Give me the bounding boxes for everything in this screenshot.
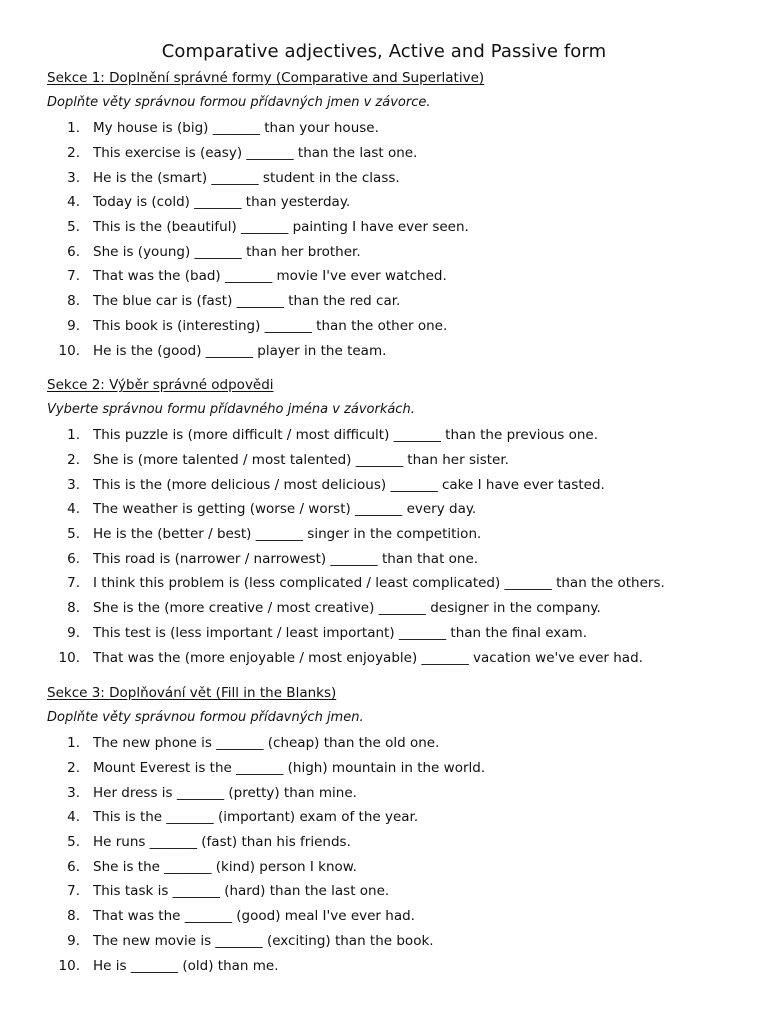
item-text: Today is (cold) _______ than yesterday. [93, 194, 351, 211]
item-text: That was the (more enjoyable / most enjoyable) _______ vacation we've ever had. [93, 649, 643, 666]
item-text: The weather is getting (worse / worst) _______ every day. [93, 501, 477, 518]
exercise-item [47, 165, 747, 190]
item-number: 4. [67, 809, 80, 826]
exercise-item [47, 805, 747, 830]
item-number: 5. [67, 526, 80, 543]
item-number: 4. [67, 194, 80, 211]
item-text: She is the (more creative / most creative) _______ designer in the company. [93, 600, 601, 617]
exercise-item [47, 448, 747, 473]
item-text: My house is (big) _______ than your house. [93, 120, 379, 137]
exercise-item [47, 423, 747, 448]
item-number: 1. [67, 120, 80, 137]
exercise-item [47, 141, 747, 166]
item-number: 3. [67, 784, 80, 801]
item-number: 9. [67, 932, 80, 949]
item-text: She is the _______ (kind) person I know. [93, 858, 357, 875]
section-1 [47, 69, 747, 363]
item-number: 3. [67, 169, 80, 186]
item-number: 7. [67, 268, 80, 285]
exercise-item [47, 780, 747, 805]
exercise-item [47, 546, 747, 571]
item-number: 6. [67, 550, 80, 567]
item-text: She is (young) _______ than her brother. [93, 243, 361, 260]
item-number: 10. [58, 342, 80, 359]
exercise-item [47, 929, 747, 954]
item-text: She is (more talented / most talented) _______ than her sister. [93, 452, 509, 469]
section-instruction: Doplňte věty správnou formou přídavných jmen. [47, 710, 364, 725]
exercise-item [47, 190, 747, 215]
item-text: That was the (bad) _______ movie I've ever watched. [93, 268, 447, 285]
section-instruction: Vyberte správnou formu přídavného jména v závorkách. [47, 402, 415, 417]
item-text: Mount Everest is the _______ (high) mountain in the world. [93, 760, 486, 777]
section-2 [47, 376, 747, 670]
item-number: 3. [67, 476, 80, 493]
exercise-item [47, 904, 747, 929]
exercise-item [47, 731, 747, 756]
item-text: That was the _______ (good) meal I've ever had. [93, 908, 415, 925]
item-text: Her dress is _______ (pretty) than mine. [93, 784, 357, 801]
exercise-item [47, 215, 747, 240]
item-text: The new movie is _______ (exciting) than the book. [93, 932, 434, 949]
section-instruction: Doplňte věty správnou formou přídavných jmen v závorce. [47, 95, 431, 110]
item-number: 7. [67, 575, 80, 592]
item-text: He is the (better / best) _______ singer in the competition. [93, 526, 482, 543]
exercise-item [47, 522, 747, 547]
item-number: 2. [67, 145, 80, 162]
exercise-item [47, 497, 747, 522]
item-text: This puzzle is (more difficult / most difficult) _______ than the previous one. [93, 427, 599, 444]
exercise-item [47, 239, 747, 264]
item-text: This is the (more delicious / most delicious) _______ cake I have ever tasted. [93, 476, 605, 493]
item-number: 8. [67, 600, 80, 617]
exercise-list [47, 423, 747, 670]
item-number: 6. [67, 243, 80, 260]
item-number: 6. [67, 858, 80, 875]
exercise-item [47, 338, 747, 363]
item-text: This is the _______ (important) exam of the year. [93, 809, 419, 826]
item-number: 2. [67, 452, 80, 469]
exercise-item [47, 645, 747, 670]
exercise-item [47, 756, 747, 781]
item-text: This exercise is (easy) _______ than the last one. [93, 145, 418, 162]
exercise-item [47, 854, 747, 879]
item-number: 4. [67, 501, 80, 518]
item-text: This test is (less important / least important) _______ than the final exam. [93, 624, 587, 641]
item-number: 7. [67, 883, 80, 900]
item-text: This task is _______ (hard) than the last one. [93, 883, 390, 900]
exercise-item [47, 596, 747, 621]
exercise-item [47, 571, 747, 596]
exercise-item [47, 621, 747, 646]
exercise-item [47, 879, 747, 904]
item-number: 1. [67, 427, 80, 444]
exercise-item [47, 472, 747, 497]
item-number: 9. [67, 317, 80, 334]
item-text: The blue car is (fast) _______ than the red car. [93, 293, 401, 310]
item-text: He is the (smart) _______ student in the class. [93, 169, 400, 186]
item-number: 1. [67, 735, 80, 752]
item-text: He is _______ (old) than me. [93, 957, 279, 974]
item-text: I think this problem is (less complicated / least complicated) _______ than the others. [93, 575, 665, 592]
exercise-item [47, 289, 747, 314]
item-number: 5. [67, 219, 80, 236]
item-number: 8. [67, 293, 80, 310]
section-heading: Sekce 1: Doplnění správné formy (Comparative and Superlative) [47, 70, 485, 86]
exercise-list [47, 116, 747, 363]
item-number: 2. [67, 760, 80, 777]
section-heading: Sekce 2: Výběr správné odpovědi [47, 377, 274, 393]
exercise-list [47, 731, 747, 978]
item-text: This book is (interesting) _______ than the other one. [93, 317, 448, 334]
item-text: The new phone is _______ (cheap) than the old one. [93, 735, 440, 752]
exercise-item [47, 314, 747, 339]
item-number: 8. [67, 908, 80, 925]
item-number: 10. [58, 957, 80, 974]
item-text: This road is (narrower / narrowest) _______ than that one. [93, 550, 479, 567]
exercise-item [47, 953, 747, 978]
item-text: He is the (good) _______ player in the team. [93, 342, 387, 359]
section-3 [47, 684, 747, 978]
exercise-item [47, 830, 747, 855]
section-heading: Sekce 3: Doplňování vět (Fill in the Blanks) [47, 685, 337, 701]
exercise-item [47, 116, 747, 141]
item-text: He runs _______ (fast) than his friends. [93, 834, 351, 851]
exercise-item [47, 264, 747, 289]
item-number: 10. [58, 649, 80, 666]
document-title: Comparative adjectives, Active and Passive form [161, 41, 607, 62]
item-number: 5. [67, 834, 80, 851]
item-text: This is the (beautiful) _______ painting I have ever seen. [93, 219, 469, 236]
item-number: 9. [67, 624, 80, 641]
